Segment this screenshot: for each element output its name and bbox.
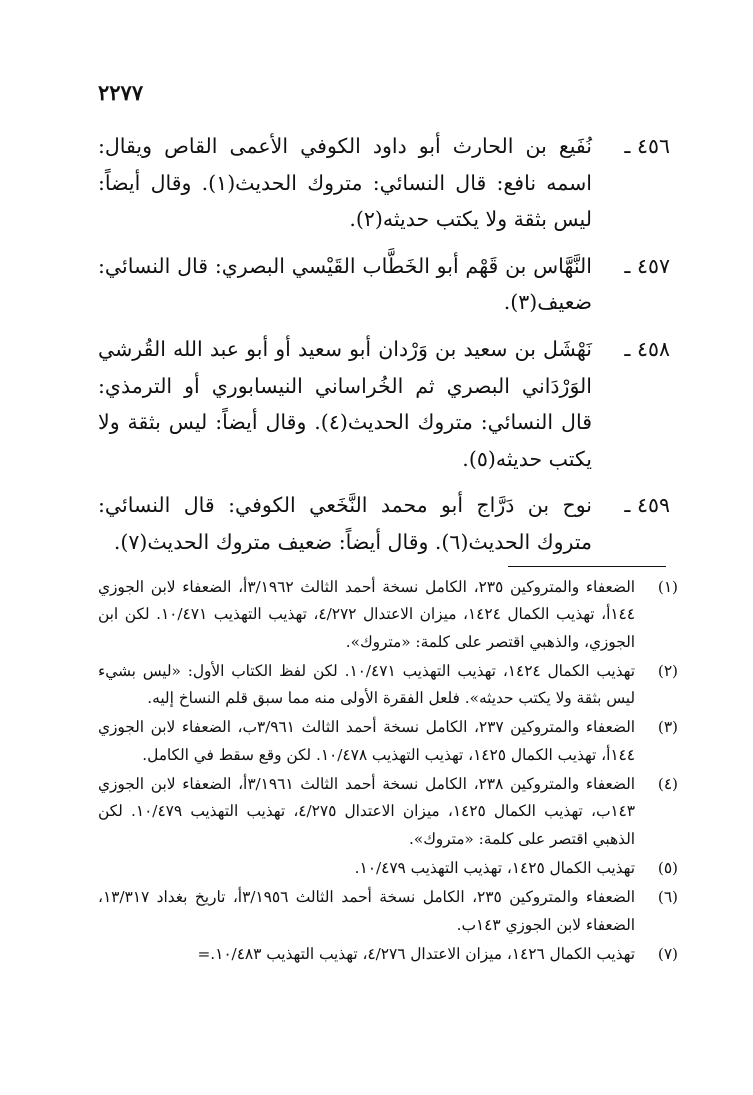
- footnote-text: الضعفاء والمتروكين ٢٣٨، الكامل نسخة أحمد الثالث ٣/١٩٦١أ، الضعفاء لابن الجوزي ١٤٣ب، تهذيب الكمال ١٤٢٥، ميزان الاعتدال ٤/٢٧٥، تهذيب التهذيب ١٠/٤٧٩. لكن الذهبي اقتصر على كلمة: «متروك».: [98, 775, 635, 848]
- entries-list: [98, 128, 670, 571]
- footnote-text: الضعفاء والمتروكين ٢٣٥، الكامل نسخة أحمد الثالث ٣/١٩٥٦أ، تاريخ بغداد ١٣/٣١٧، الضعفاء لابن الجوزي ١٤٣ب.: [98, 888, 635, 934]
- footnote-7: [98, 941, 678, 968]
- entry-number: ٤٥٦ ـ: [624, 134, 670, 158]
- entry-458: [98, 331, 670, 477]
- footnote-3: [98, 714, 678, 769]
- footnote-text: الضعفاء والمتروكين ٢٣٥، الكامل نسخة أحمد الثالث ٣/١٩٦٢أ، الضعفاء لابن الجوزي ١٤٤أ، تهذيب الكمال ١٤٢٤، ميزان الاعتدال ٤/٢٧٢، تهذيب التهذيب ١٠/٤٧١. لكن ابن الجوزي، والذهبي اقتصر على كلمة: «متروك».: [98, 578, 635, 651]
- footnote-text: تهذيب الكمال ١٤٢٤، تهذيب التهذيب ١٠/٤٧١. لكن لفظ الكتاب الأول: «ليس بشيء ليس بثقة ولا يكتب حديثه». فلعل الفقرة الأولى منه مما سبق قلم النساخ إليه.: [98, 661, 635, 708]
- entry-text: النَّهَّاس بن قَهْم أبو الخَطَّاب القَيْسي البصري: قال النسائي: ضعيف(٣).: [98, 253, 592, 315]
- footnote-text: تهذيب الكمال ١٤٢٦، ميزان الاعتدال ٤/٢٧٦، تهذيب التهذيب ١٠/٤٨٣.=: [197, 944, 635, 963]
- footnote-6: [98, 884, 678, 939]
- footnote-1: [98, 574, 678, 656]
- footnote-number: (٤): [657, 775, 678, 794]
- entry-457: [98, 248, 670, 321]
- page-number: ٢٢٧٧: [98, 80, 144, 105]
- footnote-text: تهذيب الكمال ١٤٢٥، تهذيب التهذيب ١٠/٤٧٩.: [354, 858, 635, 877]
- footnote-number: (٢): [657, 661, 678, 680]
- entry-number: ٤٥٧ ـ: [624, 253, 670, 278]
- footnote-text: الضعفاء والمتروكين ٢٣٧، الكامل نسخة أحمد الثالث ٣/٩٦١ب، الضعفاء لابن الجوزي ١٤٤أ، تهذيب الكمال ١٤٢٥، تهذيب التهذيب ١٠/٤٧٨. لكن وقع سقط في الكامل.: [98, 718, 635, 764]
- footnote-4: [98, 771, 678, 853]
- footnote-2: [98, 658, 678, 713]
- entry-text: نوح بن دَرَّاج أبو محمد النَّخَعي الكوفي: قال النسائي: متروك الحديث(٦). وقال أيضاً: ضعيف متروك الحديث(٧).: [98, 493, 592, 554]
- entry-456: [98, 128, 670, 238]
- footnotes-list: [98, 574, 678, 970]
- footnote-number: (٣): [657, 718, 678, 737]
- footnote-5: [98, 855, 678, 882]
- footnote-number: (٧): [657, 944, 678, 963]
- entry-text: نَهْشَل بن سعيد بن وَرْدان أبو سعيد أو أبو عبد الله القُرشي الوَرْدَاني البصري ثم الخُراساني النيسابوري أو الترمذي: قال النسائي: متروك الحديث(٤). وقال أيضاً: ليس بثقة ولا يكتب حديثه(٥).: [98, 336, 592, 471]
- footnote-divider: [508, 566, 666, 567]
- footnote-number: (٦): [657, 888, 678, 907]
- entry-number: ٤٥٨ ـ: [624, 336, 670, 361]
- entry-text: نُفَيع بن الحارث أبو داود الكوفي الأعمى القاص ويقال: اسمه نافع: قال النسائي: متروك الحديث(١). وقال أيضاً: ليس بثقة ولا يكتب حديثه(٢).: [98, 134, 593, 232]
- entry-459: [98, 487, 670, 560]
- entry-number: ٤٥٩ ـ: [624, 493, 670, 518]
- footnote-number: (١): [657, 578, 678, 596]
- footnote-number: (٥): [657, 858, 678, 877]
